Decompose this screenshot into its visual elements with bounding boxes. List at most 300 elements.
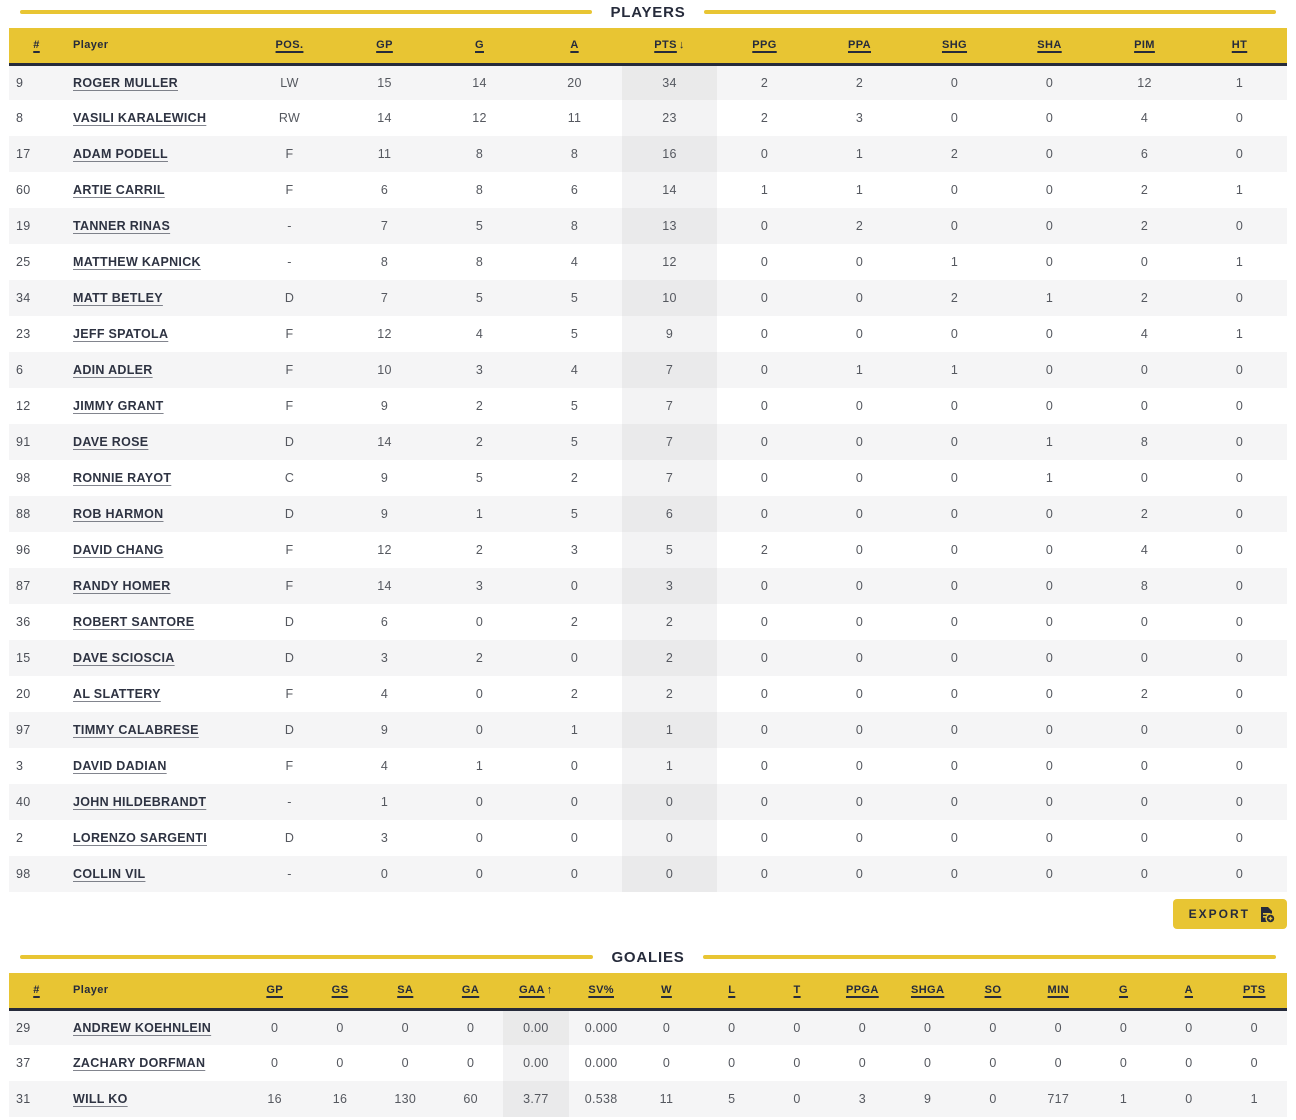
stat-cell: 0: [760, 579, 769, 593]
stat-cell: 0: [475, 831, 484, 845]
stat-cell: 2: [622, 676, 717, 712]
stat-cell: -: [287, 795, 292, 809]
table-row: [9, 208, 1287, 244]
jersey-number: 98: [16, 867, 31, 881]
file-export-icon: [1258, 906, 1275, 923]
stat-cell: 0: [1235, 615, 1244, 629]
stat-cell: 0: [1140, 831, 1149, 845]
stat-cell: 14: [377, 111, 392, 125]
stat-cell: 5: [570, 435, 579, 449]
stat-cell: 4: [475, 327, 484, 341]
stat-cell: 2: [1140, 219, 1149, 233]
col-header-label[interactable]: SV%: [588, 984, 614, 997]
stat-cell: 0: [950, 327, 959, 341]
col-header-sa[interactable]: [373, 973, 438, 1009]
jersey-number: 3: [16, 759, 24, 773]
stat-cell: 0: [760, 687, 769, 701]
jersey-number: 29: [16, 1020, 31, 1035]
stat-cell: 0: [1140, 759, 1149, 773]
stat-cell: 0: [855, 759, 864, 773]
col-header-sha[interactable]: [1002, 28, 1097, 64]
stat-cell: 12: [377, 327, 392, 341]
stat-cell: 5: [728, 1092, 736, 1106]
export-button[interactable]: [1173, 899, 1287, 929]
col-header-pos[interactable]: [242, 28, 337, 64]
stat-cell: 0: [760, 147, 769, 161]
stat-cell: 0: [855, 723, 864, 737]
stat-cell: 0: [1235, 543, 1244, 557]
player-cell: [64, 748, 242, 784]
stat-cell: 15: [377, 75, 392, 90]
player-link[interactable]: DAVE ROSE: [73, 435, 149, 449]
stat-cell: 1: [1235, 75, 1244, 90]
stat-cell: 0: [1140, 795, 1149, 809]
stat-cell: 14: [472, 75, 487, 90]
player-cell: [64, 568, 242, 604]
sort-asc-icon: ↑: [546, 984, 553, 997]
stat-cell: 0: [855, 255, 864, 269]
stat-cell: 0: [950, 507, 959, 521]
stat-cell: 16: [622, 136, 717, 172]
col-header-label[interactable]: POS.: [275, 39, 304, 52]
col-header-t[interactable]: [764, 973, 829, 1009]
col-header-pts[interactable]: [1221, 973, 1287, 1009]
col-header-label[interactable]: G: [1119, 984, 1129, 997]
player-cell: [64, 136, 242, 172]
col-header-label[interactable]: SA: [397, 984, 414, 997]
player-link[interactable]: MATTHEW KAPNICK: [73, 255, 201, 269]
stat-cell: 0: [1119, 1020, 1128, 1035]
player-link[interactable]: DAVID CHANG: [73, 543, 164, 557]
stat-cell: 3: [858, 1092, 866, 1106]
stat-cell: 5: [570, 507, 579, 521]
player-link[interactable]: JIMMY GRANT: [73, 399, 164, 413]
stat-cell: 0: [1140, 399, 1149, 413]
table-row: [9, 388, 1287, 424]
col-header-label[interactable]: PTS: [654, 39, 677, 52]
stat-cell: 0: [760, 399, 769, 413]
col-header-label[interactable]: GP: [266, 984, 284, 997]
stat-cell: F: [285, 759, 294, 773]
col-header-shg[interactable]: [907, 28, 1002, 64]
col-header-ht[interactable]: [1192, 28, 1287, 64]
stat-cell: 12: [622, 244, 717, 280]
stat-cell: 0: [855, 291, 864, 305]
stat-cell: 0.00: [503, 1045, 568, 1081]
stat-cell: 0: [1045, 579, 1054, 593]
stat-cell: 0: [1235, 219, 1244, 233]
stat-cell: 0: [475, 867, 484, 881]
jersey-number: 9: [16, 75, 24, 90]
stat-cell: 8: [1140, 579, 1149, 593]
col-header-a[interactable]: [527, 28, 622, 64]
players-section: [0, 2, 1296, 929]
stat-cell: 0: [950, 831, 959, 845]
stat-cell: 3: [475, 363, 484, 377]
player-link[interactable]: ZACHARY DORFMAN: [73, 1056, 206, 1070]
stat-cell: 0: [1235, 723, 1244, 737]
stat-cell: 0: [760, 219, 769, 233]
stat-cell: 4: [1140, 111, 1149, 125]
col-header-label[interactable]: PPGA: [845, 984, 879, 997]
stat-cell: 4: [380, 687, 389, 701]
player-cell: [64, 496, 242, 532]
stat-cell: 12: [472, 111, 487, 125]
col-header-label[interactable]: L: [728, 984, 736, 997]
stat-cell: 23: [622, 100, 717, 136]
stat-cell: 0.538: [584, 1092, 618, 1106]
table-row: [9, 604, 1287, 640]
stat-cell: 0: [271, 1020, 279, 1035]
col-header-sv[interactable]: [569, 973, 634, 1009]
player-link[interactable]: ANDREW KOEHNLEIN: [73, 1020, 212, 1035]
col-header-a[interactable]: [1156, 973, 1221, 1009]
stat-cell: 0: [475, 723, 484, 737]
stat-cell: 0: [1045, 831, 1054, 845]
col-header-label[interactable]: W: [661, 984, 672, 997]
table-row: [9, 784, 1287, 820]
stat-cell: 0: [950, 723, 959, 737]
stat-cell: 0: [1250, 1056, 1258, 1070]
stat-cell: 0: [760, 327, 769, 341]
player-cell: [64, 424, 242, 460]
stat-cell: 1: [760, 183, 769, 197]
stat-cell: 0: [662, 1020, 671, 1035]
jersey-number: 19: [16, 219, 31, 233]
stat-cell: 2: [622, 640, 717, 676]
stat-cell: 3: [475, 579, 484, 593]
stat-cell: LW: [280, 75, 299, 90]
jersey-number: 2: [16, 831, 24, 845]
stat-cell: 0: [950, 867, 959, 881]
player-cell: [64, 604, 242, 640]
col-header-shga[interactable]: [895, 973, 960, 1009]
col-header-label[interactable]: PTS: [1242, 984, 1266, 997]
stat-cell: 0: [1045, 867, 1054, 881]
col-header-gp[interactable]: [242, 973, 307, 1009]
stat-cell: 3: [570, 543, 579, 557]
player-link[interactable]: VASILI KARALEWICH: [73, 111, 207, 125]
stat-cell: 10: [377, 363, 392, 377]
goalies-section-title: GOALIES: [611, 948, 685, 966]
divider-line: [704, 10, 1276, 14]
stat-cell: 14: [377, 435, 392, 449]
col-header-pts[interactable]: [622, 28, 717, 64]
stat-cell: 0: [475, 615, 484, 629]
col-header-label[interactable]: G: [475, 39, 484, 52]
player-cell: [64, 1081, 242, 1117]
stat-cell: -: [287, 219, 292, 233]
stat-cell: 0: [858, 1020, 866, 1035]
divider-line: [20, 10, 592, 14]
stat-cell: 0: [855, 831, 864, 845]
stat-cell: 0: [570, 651, 579, 665]
table-row: [9, 748, 1287, 784]
col-header-label[interactable]: GP: [376, 39, 393, 52]
player-link[interactable]: ROB HARMON: [73, 507, 164, 521]
table-row: [9, 316, 1287, 352]
stat-cell: 0: [728, 1020, 736, 1035]
stat-cell: F: [285, 327, 294, 341]
player-link[interactable]: TIMMY CALABRESE: [73, 723, 199, 737]
col-header-gaa[interactable]: [503, 973, 568, 1009]
stat-cell: 0: [855, 795, 864, 809]
stat-cell: 9: [380, 471, 389, 485]
stat-cell: 0: [662, 1056, 671, 1070]
stat-cell: 3: [380, 831, 389, 845]
stat-cell: 0: [1045, 255, 1054, 269]
stat-cell: 2: [1140, 507, 1149, 521]
stat-cell: 8: [1140, 435, 1149, 449]
stat-cell: 717: [1047, 1092, 1070, 1106]
stat-cell: 0: [760, 795, 769, 809]
divider-line: [703, 955, 1276, 959]
col-header-pim[interactable]: [1097, 28, 1192, 64]
stat-cell: 8: [475, 255, 484, 269]
col-header-label: Player: [73, 984, 109, 997]
jersey-number: 17: [16, 147, 31, 161]
stat-cell: 0: [401, 1020, 409, 1035]
stat-cell: 0: [1235, 795, 1244, 809]
stat-cell: RW: [278, 111, 301, 125]
col-header-label[interactable]: A: [570, 39, 579, 52]
jersey-number: 36: [16, 615, 31, 629]
stat-cell: 0: [950, 795, 959, 809]
stat-cell: F: [285, 363, 294, 377]
stat-cell: 0: [1250, 1020, 1258, 1035]
stat-cell: 0: [760, 507, 769, 521]
player-cell: [64, 100, 242, 136]
col-header-gs[interactable]: [307, 973, 372, 1009]
stat-cell: -: [287, 255, 292, 269]
col-header-label[interactable]: GA: [461, 984, 480, 997]
stat-cell: 2: [475, 651, 484, 665]
stat-cell: 0: [570, 795, 579, 809]
player-link[interactable]: WILL KO: [73, 1092, 128, 1106]
stat-cell: 8: [570, 219, 579, 233]
table-row: [9, 532, 1287, 568]
player-link[interactable]: RONNIE RAYOT: [73, 471, 172, 485]
stat-cell: 2: [855, 219, 864, 233]
stat-cell: F: [285, 399, 294, 413]
stat-cell: 130: [394, 1092, 417, 1106]
jersey-number: 60: [16, 183, 31, 197]
col-header-ppg[interactable]: [717, 28, 812, 64]
col-header-label[interactable]: SHGA: [910, 984, 945, 997]
col-header-label[interactable]: PPA: [847, 39, 871, 52]
stat-cell: F: [285, 147, 294, 161]
stat-cell: 0: [855, 327, 864, 341]
stat-cell: 0: [1235, 831, 1244, 845]
col-header-ga[interactable]: [438, 973, 503, 1009]
player-link[interactable]: TANNER RINAS: [73, 219, 171, 233]
player-cell: [64, 316, 242, 352]
col-header-label[interactable]: GAA: [519, 984, 545, 997]
table-row: [9, 1045, 1287, 1081]
stat-cell: 13: [622, 208, 717, 244]
jersey-number: 88: [16, 507, 31, 521]
stat-cell: 2: [760, 75, 769, 90]
col-header-player: [64, 28, 242, 64]
jersey-number: 12: [16, 399, 31, 413]
stat-cell: 11: [377, 147, 392, 161]
stat-cell: 0: [1045, 615, 1054, 629]
stat-cell: 0: [760, 651, 769, 665]
col-header-min[interactable]: [1026, 973, 1091, 1009]
stat-cell: 14: [622, 172, 717, 208]
jersey-number: 6: [16, 363, 24, 377]
player-link[interactable]: JOHN HILDEBRANDT: [73, 795, 207, 809]
stat-cell: 0: [855, 615, 864, 629]
col-header-w[interactable]: [634, 973, 699, 1009]
stat-cell: 0: [466, 1056, 475, 1070]
col-header-label[interactable]: #: [33, 39, 40, 52]
col-header-label[interactable]: #: [33, 984, 40, 997]
player-link[interactable]: ROBERT SANTORE: [73, 615, 195, 629]
stat-cell: 4: [1140, 543, 1149, 557]
stat-cell: 3: [622, 568, 717, 604]
player-link[interactable]: JEFF SPATOLA: [73, 327, 169, 341]
stat-cell: 0: [1235, 471, 1244, 485]
player-link[interactable]: RANDY HOMER: [73, 579, 171, 593]
stat-cell: 0: [950, 75, 959, 90]
stat-cell: 0: [1054, 1056, 1062, 1070]
player-cell: [64, 820, 242, 856]
col-header-col[interactable]: [9, 973, 64, 1009]
stat-cell: 2: [760, 543, 769, 557]
stat-cell: 0: [1119, 1056, 1128, 1070]
player-cell: [64, 280, 242, 316]
stat-cell: 0.000: [584, 1056, 618, 1070]
col-header-label[interactable]: SO: [984, 984, 1002, 997]
jersey-number: 96: [16, 543, 31, 557]
stat-cell: 0: [950, 111, 959, 125]
col-header-label[interactable]: A: [1184, 984, 1194, 997]
col-header-l[interactable]: [699, 973, 764, 1009]
export-row: [9, 899, 1287, 929]
player-link[interactable]: AL SLATTERY: [73, 687, 161, 701]
jersey-number: 40: [16, 795, 31, 809]
col-header-label[interactable]: HT: [1231, 39, 1248, 52]
stat-cell: 0: [1235, 363, 1244, 377]
stat-cell: 1: [950, 255, 959, 269]
stat-cell: 5: [475, 291, 484, 305]
stat-cell: 1: [1250, 1092, 1258, 1106]
stat-cell: 34: [622, 64, 717, 100]
stat-cell: 0: [760, 615, 769, 629]
player-link[interactable]: ADIN ADLER: [73, 363, 153, 377]
stat-cell: F: [285, 579, 294, 593]
stat-cell: 0: [760, 435, 769, 449]
col-header-col[interactable]: [9, 28, 64, 64]
stat-cell: 0: [793, 1020, 801, 1035]
col-header-label[interactable]: PPG: [752, 39, 777, 52]
stat-cell: 1: [855, 183, 864, 197]
stat-cell: 0: [950, 435, 959, 449]
stat-cell: 5: [570, 327, 579, 341]
stat-cell: 4: [1140, 327, 1149, 341]
stat-cell: 0: [1140, 615, 1149, 629]
col-header-ppga[interactable]: [830, 973, 895, 1009]
col-header-label[interactable]: MIN: [1047, 984, 1069, 997]
stat-cell: 4: [570, 363, 579, 377]
stat-cell: 0: [760, 723, 769, 737]
stat-cell: 6: [570, 183, 579, 197]
stat-cell: 16: [332, 1092, 348, 1106]
stat-cell: 0: [1235, 399, 1244, 413]
col-header-g[interactable]: [432, 28, 527, 64]
stat-cell: 3: [855, 111, 864, 125]
stat-cell: 1: [475, 507, 484, 521]
stat-cell: 0: [855, 399, 864, 413]
stat-cell: -: [287, 867, 292, 881]
stat-cell: 2: [1140, 183, 1149, 197]
stat-cell: 0: [1235, 435, 1244, 449]
col-header-label[interactable]: PIM: [1134, 39, 1155, 52]
col-header-label[interactable]: T: [793, 984, 801, 997]
jersey-number: 31: [16, 1092, 31, 1106]
stat-cell: 0: [950, 183, 959, 197]
stat-cell: 0: [950, 651, 959, 665]
stat-cell: 1: [1235, 327, 1244, 341]
jersey-number: 87: [16, 579, 31, 593]
player-link[interactable]: DAVE SCIOSCIA: [73, 651, 175, 665]
col-header-label[interactable]: GS: [331, 984, 349, 997]
player-link[interactable]: LORENZO SARGENTI: [73, 831, 207, 845]
stat-cell: 4: [570, 255, 579, 269]
stat-cell: 0: [1235, 867, 1244, 881]
stat-cell: 0: [950, 579, 959, 593]
col-header-label[interactable]: SHA: [1037, 39, 1062, 52]
col-header-g[interactable]: [1091, 973, 1156, 1009]
players-header-row: [9, 28, 1287, 64]
player-link[interactable]: DAVID DADIAN: [73, 759, 167, 773]
stat-cell: 0: [1235, 651, 1244, 665]
player-cell: [64, 172, 242, 208]
stat-cell: 7: [622, 424, 717, 460]
stat-cell: 0: [855, 435, 864, 449]
stat-cell: 12: [1137, 75, 1152, 90]
stat-cell: 0: [1185, 1056, 1193, 1070]
stat-cell: 0: [950, 615, 959, 629]
stat-cell: D: [284, 615, 295, 629]
player-cell: [64, 712, 242, 748]
stat-cell: 1: [380, 795, 389, 809]
col-header-gp[interactable]: [337, 28, 432, 64]
player-link[interactable]: COLLIN VIL: [73, 867, 146, 881]
player-link[interactable]: ADAM PODELL: [73, 147, 168, 161]
player-link[interactable]: MATT BETLEY: [73, 291, 163, 305]
stat-cell: 2: [760, 111, 769, 125]
player-link[interactable]: ROGER MULLER: [73, 75, 178, 90]
stat-cell: D: [284, 507, 295, 521]
stat-cell: 6: [1140, 147, 1149, 161]
col-header-so[interactable]: [960, 973, 1025, 1009]
stat-cell: 0: [1045, 75, 1054, 90]
stat-cell: 0: [760, 255, 769, 269]
table-row: [9, 1081, 1287, 1117]
stat-cell: 2: [475, 399, 484, 413]
col-header-label[interactable]: SHG: [941, 39, 968, 52]
goalies-section-header: [0, 947, 1296, 967]
stat-cell: 0: [1140, 363, 1149, 377]
stat-cell: 0: [855, 579, 864, 593]
player-link[interactable]: ARTIE CARRIL: [73, 183, 165, 197]
stat-cell: 2: [950, 291, 959, 305]
stat-cell: 2: [950, 147, 959, 161]
col-header-ppa[interactable]: [812, 28, 907, 64]
player-cell: [64, 244, 242, 280]
